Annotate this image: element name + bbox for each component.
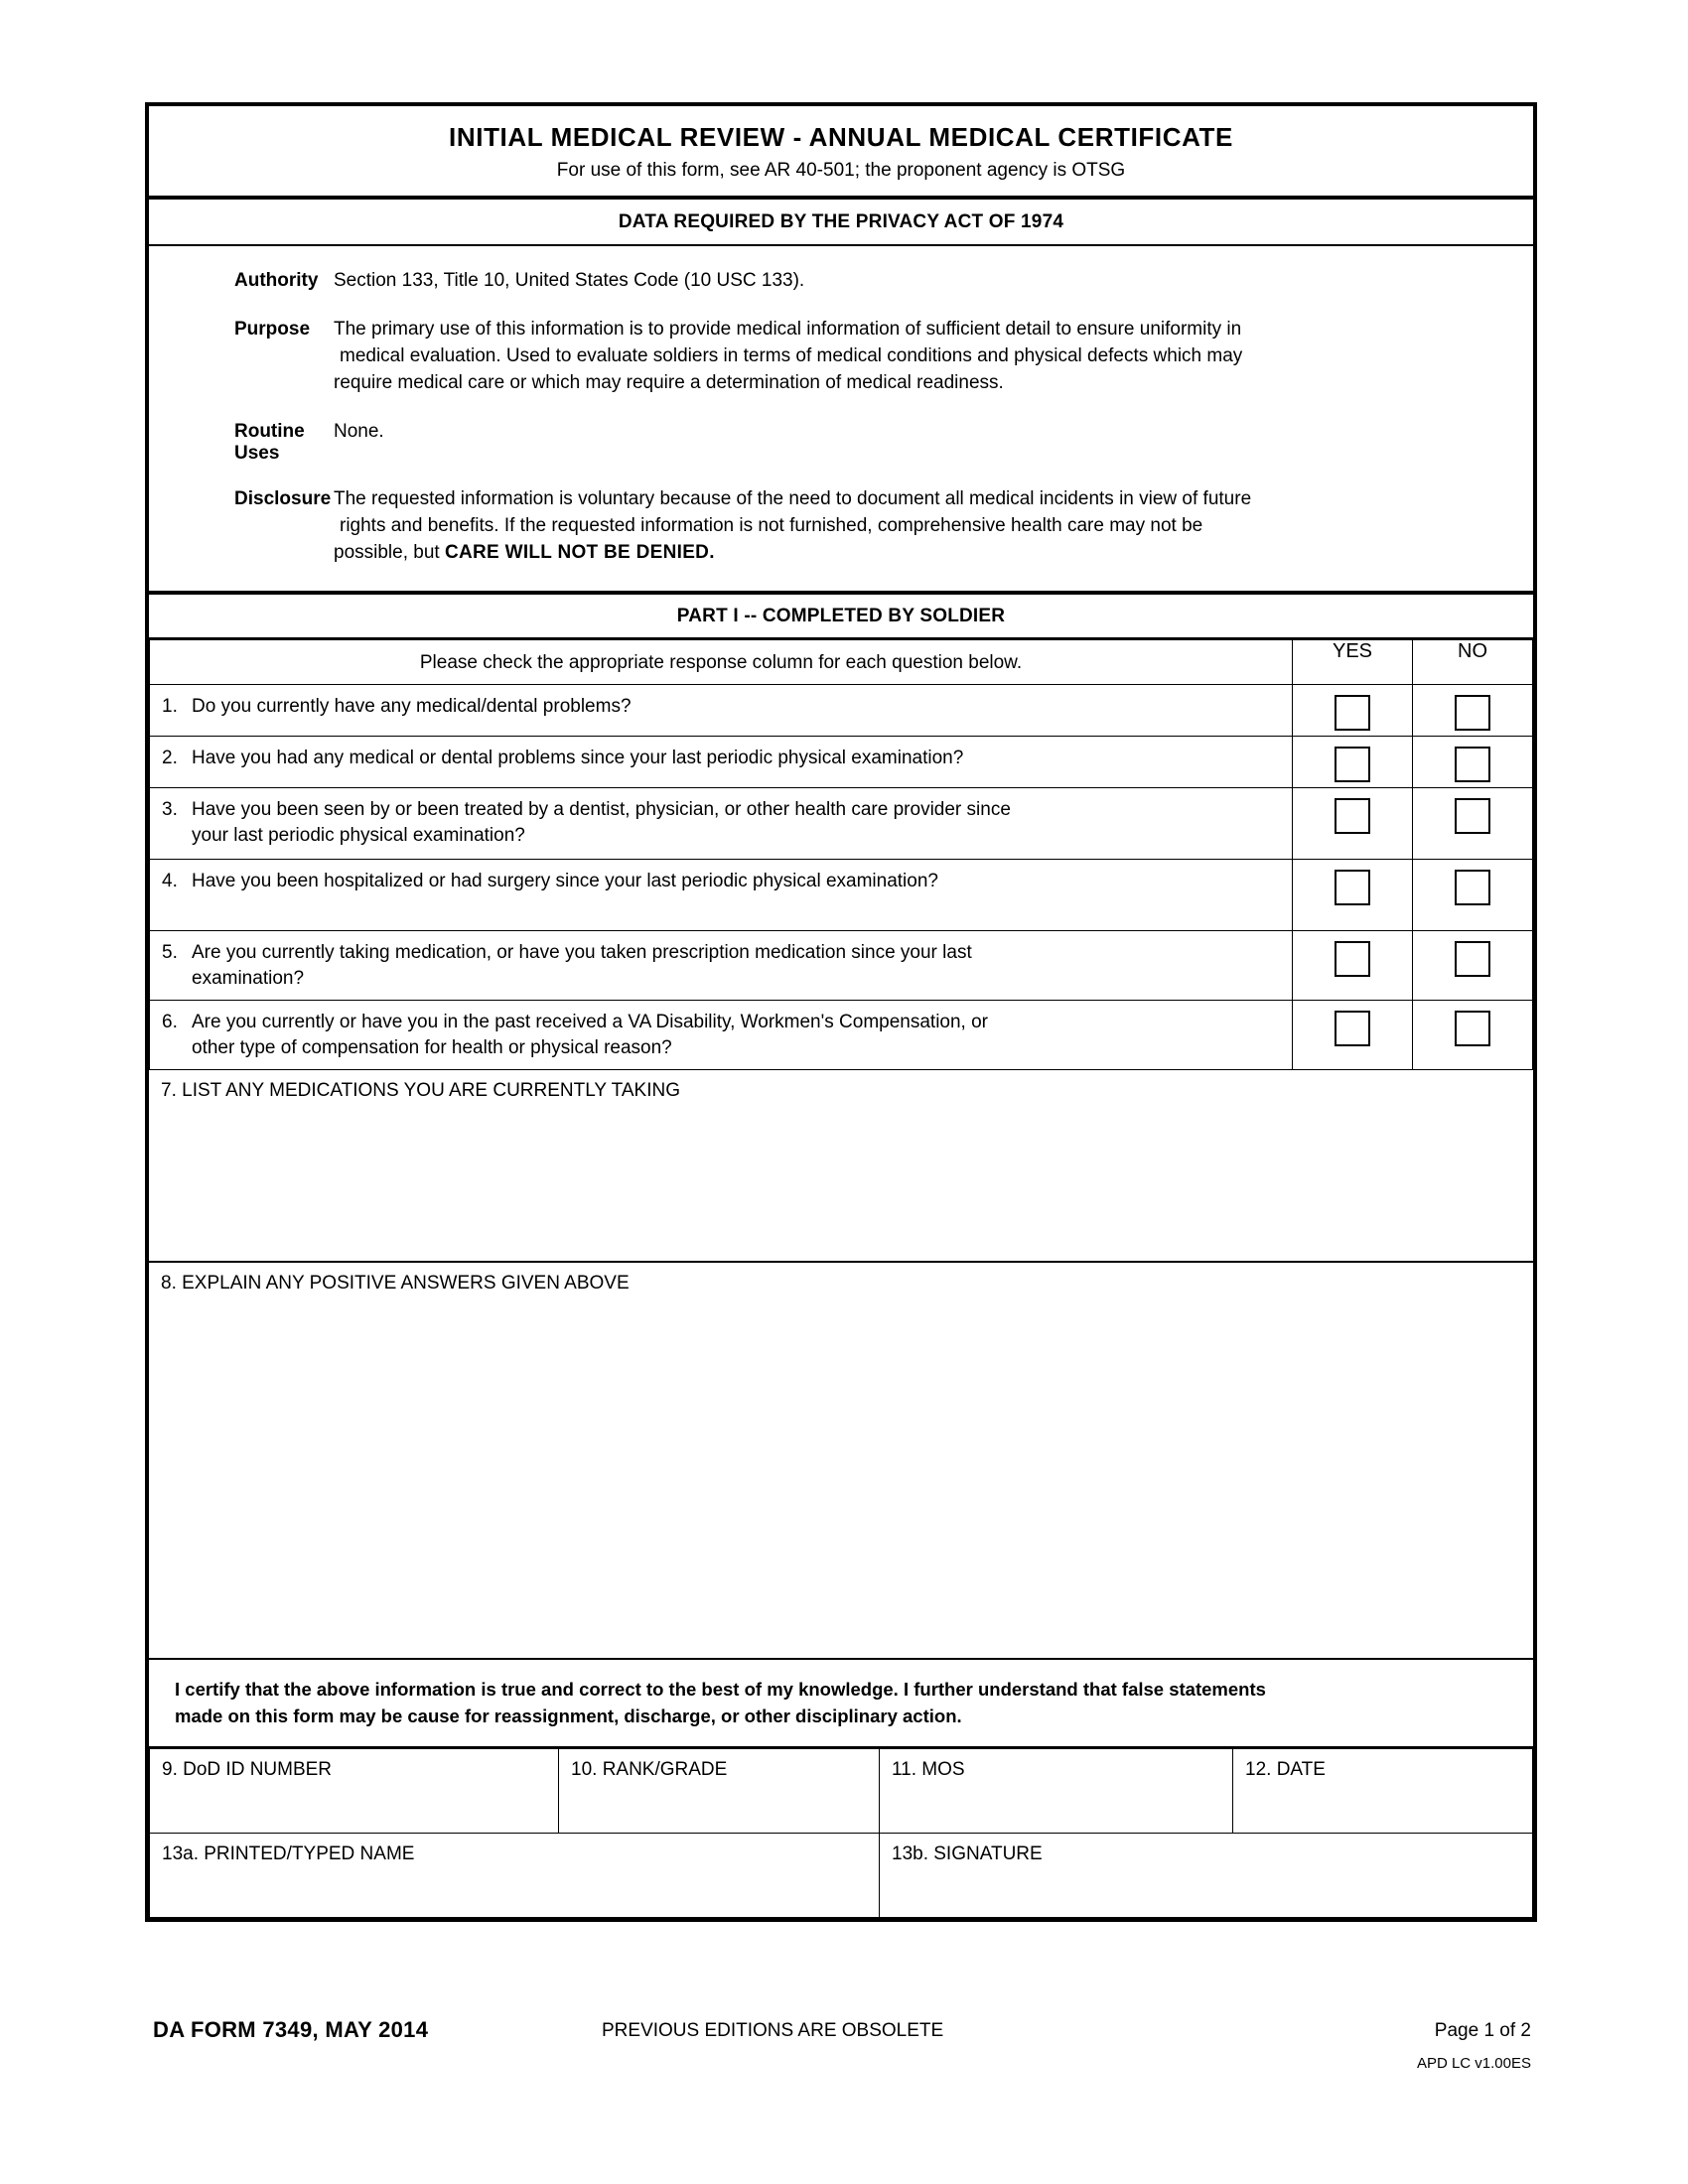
footer-apd-version: APD LC v1.00ES: [1416, 2055, 1531, 2072]
question-5-text: [192, 940, 1280, 991]
routine-uses-text: [334, 419, 1533, 446]
privacy-row-routine-uses: [149, 419, 1533, 465]
footer-previous-editions: PREVIOUS EDITIONS ARE OBSOLETE: [602, 2020, 944, 2041]
part-one-banner: PART I -- COMPLETED BY SOLDIER: [149, 595, 1533, 639]
authority-label: Authority: [234, 270, 319, 291]
disclosure-line-2: rights and benefits. If the requested information is not furnished, comprehensive health care may not be: [340, 514, 1203, 536]
table-row: [150, 1001, 1533, 1070]
routine-uses-label: Routine Uses: [234, 420, 305, 464]
table-row: [150, 737, 1533, 788]
question-2-no-checkbox[interactable]: [1455, 747, 1490, 782]
privacy-row-purpose: [149, 317, 1533, 397]
question-3-cell: [150, 788, 1293, 860]
question-instruction: Please check the appropriate response column for each question below.: [150, 639, 1293, 684]
field-date[interactable]: 12. DATE: [1233, 1748, 1533, 1833]
question-4-yes-checkbox[interactable]: [1335, 870, 1370, 905]
question-3-line-2: your last periodic physical examination?: [192, 824, 525, 846]
certification-line-2: made on this form may be cause for reassignment, discharge, or other disciplinary action.: [175, 1706, 962, 1727]
item-7-label: 7. LIST ANY MEDICATIONS YOU ARE CURRENTLY TAKING: [161, 1080, 680, 1102]
question-5-line-2: examination?: [192, 967, 305, 989]
table-row: [150, 931, 1533, 1001]
form-title-block: [149, 106, 1533, 200]
question-4-cell: [150, 860, 1293, 931]
disclosure-line-1: The requested information is voluntary because of the need to document all medical incidents in view of future: [334, 487, 1252, 509]
disclosure-label: Disclosure: [234, 487, 332, 509]
question-3-text: [192, 797, 1280, 848]
soldier-question-table: [149, 639, 1533, 1070]
question-table-header-row: [150, 639, 1533, 684]
privacy-row-disclosure: [149, 486, 1533, 567]
no-column-header: NO: [1413, 639, 1533, 684]
purpose-line-3: require medical care or which may require a determination of medical readiness.: [334, 371, 1004, 393]
field-rank-grade[interactable]: 10. RANK/GRADE: [559, 1748, 880, 1833]
purpose-line-2: medical evaluation. Used to evaluate soldiers in terms of medical conditions and physical defects which may: [340, 344, 1243, 366]
question-6-line-2: other type of compensation for health or physical reason?: [192, 1036, 672, 1058]
question-3-no-checkbox[interactable]: [1455, 798, 1490, 834]
da-form-7349: [145, 102, 1537, 1922]
question-2-yes-cell[interactable]: [1293, 737, 1413, 788]
question-5-cell: [150, 931, 1293, 1001]
question-4-text: Have you been hospitalized or had surgery since your last periodic physical examination?: [192, 871, 938, 892]
question-1-number: 1.: [162, 696, 178, 718]
question-3-yes-cell[interactable]: [1293, 788, 1413, 860]
table-row: [150, 685, 1533, 737]
routine-uses-text-line: None.: [334, 420, 384, 442]
signature-row-identifiers: [150, 1748, 1533, 1833]
authority-text: [334, 268, 1533, 295]
question-5-yes-checkbox[interactable]: [1335, 941, 1370, 977]
field-mos[interactable]: 11. MOS: [880, 1748, 1233, 1833]
privacy-act-body: [149, 246, 1533, 595]
question-1-no-checkbox[interactable]: [1455, 695, 1490, 731]
item-8-explanation-area[interactable]: [149, 1263, 1533, 1660]
question-2-text: Have you had any medical or dental problems since your last periodic physical examination?: [192, 748, 964, 769]
footer-page-number: Page 1 of 2: [1434, 2020, 1531, 2041]
purpose-text: [334, 317, 1533, 397]
question-4-no-checkbox[interactable]: [1455, 870, 1490, 905]
footer-line: [145, 2017, 1537, 2072]
question-6-text: [192, 1010, 1280, 1060]
signature-row-name: [150, 1833, 1533, 1917]
field-dod-id[interactable]: 9. DoD ID NUMBER: [150, 1748, 559, 1833]
yes-column-header: YES: [1293, 639, 1413, 684]
signature-block: [149, 1748, 1533, 1918]
care-not-denied-emphasis: CARE WILL NOT BE DENIED.: [444, 541, 715, 563]
question-6-number: 6.: [162, 1012, 178, 1033]
question-6-cell: [150, 1001, 1293, 1070]
question-4-number: 4.: [162, 871, 178, 892]
certification-line-1: I certify that the above information is true and correct to the best of my knowledge. I further understand that false statements: [175, 1679, 1266, 1701]
question-3-yes-checkbox[interactable]: [1335, 798, 1370, 834]
item-7-medications-area[interactable]: [149, 1070, 1533, 1263]
question-5-yes-cell[interactable]: [1293, 931, 1413, 1001]
table-row: [150, 860, 1533, 931]
question-4-yes-cell[interactable]: [1293, 860, 1413, 931]
question-5-no-cell[interactable]: [1413, 931, 1533, 1001]
question-1-text: Do you currently have any medical/dental problems?: [192, 696, 632, 718]
question-3-no-cell[interactable]: [1413, 788, 1533, 860]
table-row: [150, 788, 1533, 860]
question-6-yes-cell[interactable]: [1293, 1001, 1413, 1070]
disclosure-line-3-plain: possible, but: [334, 541, 445, 563]
form-subtitle: For use of this form, see AR 40-501; the proponent agency is OTSG: [556, 160, 1126, 181]
question-5-no-checkbox[interactable]: [1455, 941, 1490, 977]
authority-text-line: Section 133, Title 10, United States Code (10 USC 133).: [334, 270, 805, 291]
question-2-yes-checkbox[interactable]: [1335, 747, 1370, 782]
question-3-number: 3.: [162, 799, 178, 821]
form-title: INITIAL MEDICAL REVIEW - ANNUAL MEDICAL CERTIFICATE: [449, 122, 1233, 152]
question-6-line-1: Are you currently or have you in the past received a VA Disability, Workmen's Compensation, or: [192, 1012, 988, 1033]
disclosure-line-3: [334, 540, 1497, 567]
question-6-yes-checkbox[interactable]: [1335, 1011, 1370, 1046]
certification-statement: [149, 1660, 1533, 1748]
question-1-no-cell[interactable]: [1413, 685, 1533, 737]
question-4-no-cell[interactable]: [1413, 860, 1533, 931]
item-8-label: 8. EXPLAIN ANY POSITIVE ANSWERS GIVEN ABOVE: [161, 1273, 630, 1295]
question-5-line-1: Are you currently taking medication, or have you taken prescription medication since your last: [192, 942, 972, 964]
footer-form-number: DA FORM 7349, MAY 2014: [153, 2017, 429, 2042]
field-signature[interactable]: 13b. SIGNATURE: [880, 1833, 1533, 1917]
disclosure-text: [334, 486, 1533, 567]
field-printed-typed-name[interactable]: 13a. PRINTED/TYPED NAME: [150, 1833, 880, 1917]
question-2-number: 2.: [162, 748, 178, 769]
privacy-act-header: DATA REQUIRED BY THE PRIVACY ACT OF 1974: [149, 200, 1533, 246]
question-2-cell: [150, 737, 1293, 788]
question-6-no-cell[interactable]: [1413, 1001, 1533, 1070]
question-1-cell: [150, 685, 1293, 737]
privacy-row-authority: [149, 268, 1533, 295]
purpose-label: Purpose: [234, 318, 311, 340]
question-6-no-checkbox[interactable]: [1455, 1011, 1490, 1046]
form-footer: [145, 2017, 1537, 2072]
purpose-line-1: The primary use of this information is to provide medical information of sufficient detail to ensure uniformity in: [334, 318, 1242, 340]
question-2-no-cell[interactable]: [1413, 737, 1533, 788]
question-5-number: 5.: [162, 942, 178, 964]
question-1-yes-cell[interactable]: [1293, 685, 1413, 737]
question-3-line-1: Have you been seen by or been treated by a dentist, physician, or other health care provider since: [192, 799, 1011, 821]
question-1-yes-checkbox[interactable]: [1335, 695, 1370, 731]
